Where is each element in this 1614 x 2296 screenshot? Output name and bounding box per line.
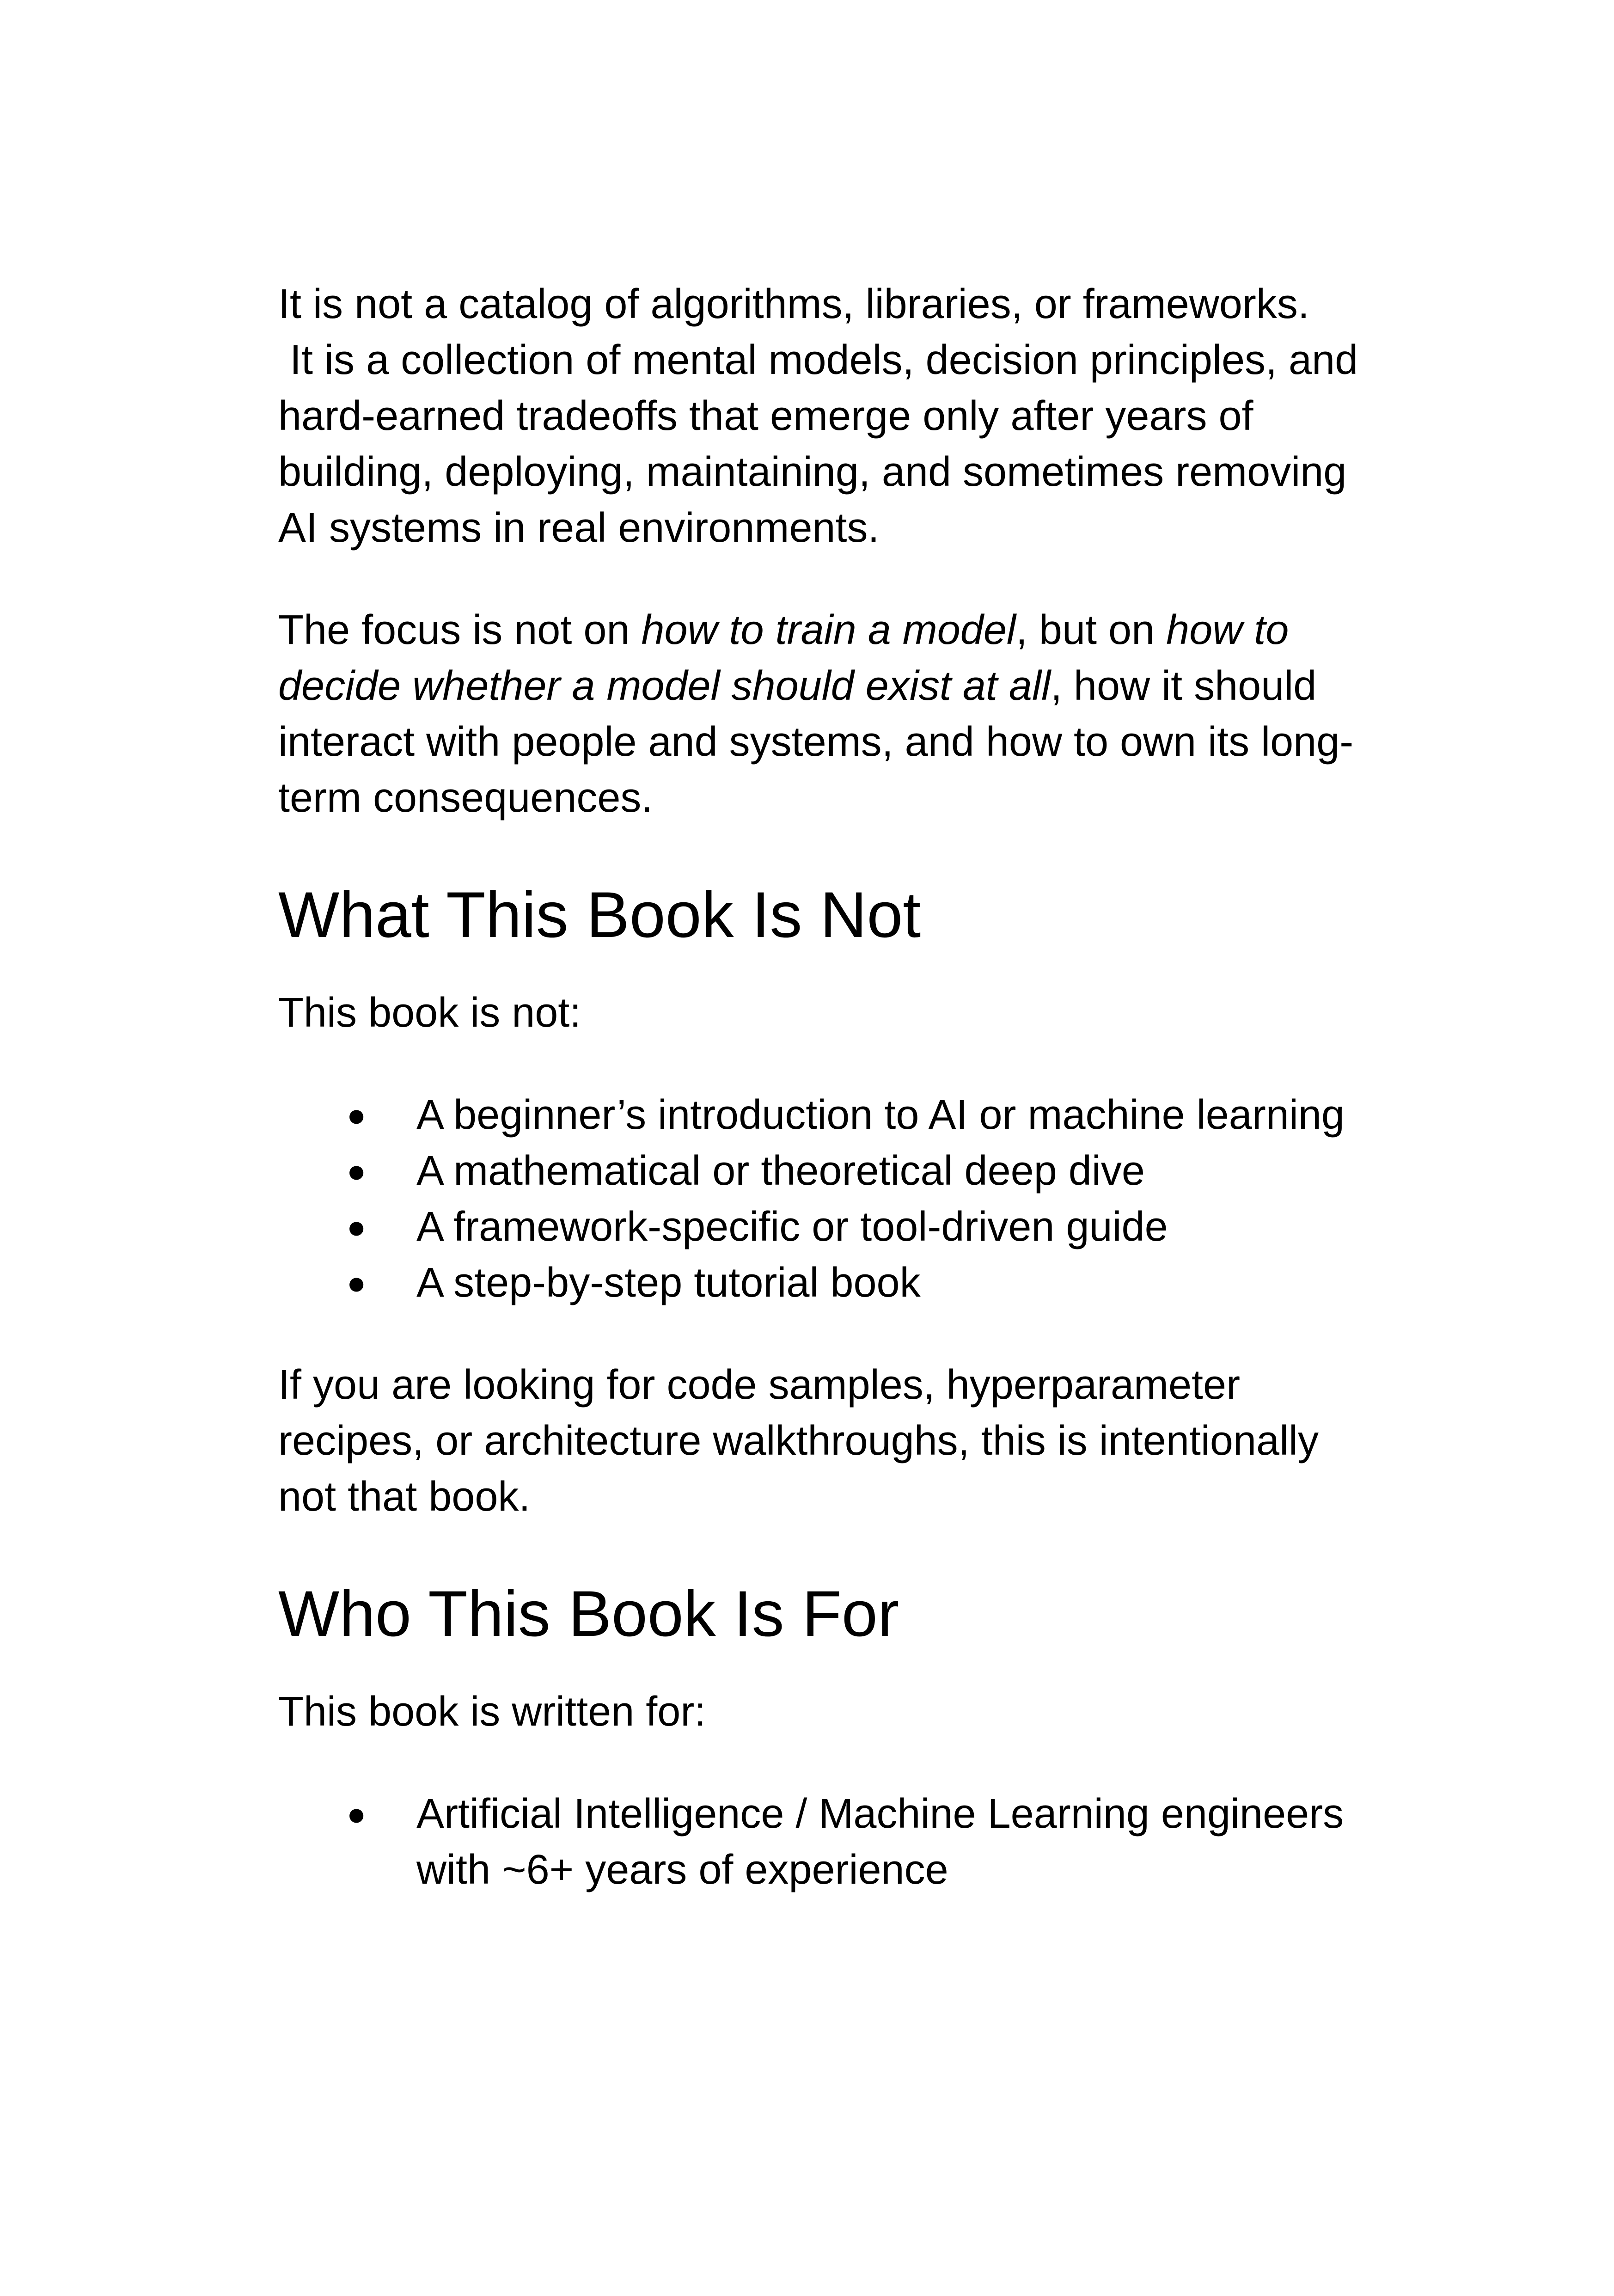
intro-paragraph-1-line-1: It is not a catalog of algorithms, libraries, or frameworks. bbox=[278, 281, 1309, 327]
list-item bbox=[278, 1087, 1388, 1143]
list-item-text: A mathematical or theoretical deep dive bbox=[416, 1148, 1145, 1194]
list-item-text: A step-by-step tutorial book bbox=[416, 1260, 921, 1306]
not-closing-paragraph: If you are looking for code samples, hyperparameter recipes, or architecture walkthroughs, this is intentionally not that book. bbox=[278, 1362, 1319, 1520]
intro-paragraph-1 bbox=[278, 276, 1360, 556]
heading-who-this-book-is-for: Who This Book Is For bbox=[278, 1577, 899, 1650]
list-item bbox=[278, 1255, 1388, 1311]
intro-paragraph-2-part-2: , but on bbox=[1015, 607, 1167, 653]
list-item-text: Artificial Intelligence / Machine Learning engineers with ~6+ years of experience bbox=[416, 1791, 1344, 1893]
bullet-icon: ● bbox=[347, 1796, 367, 1832]
list-item-text: A framework-specific or tool-driven guide bbox=[416, 1204, 1168, 1250]
page-content bbox=[278, 276, 1360, 1898]
intro-paragraph-2-emphasis-1: how to train a model bbox=[641, 607, 1016, 653]
bullet-icon: ● bbox=[347, 1265, 367, 1301]
bullet-icon: ● bbox=[347, 1153, 367, 1189]
not-list bbox=[278, 1087, 1388, 1311]
list-item-text: A beginner’s introduction to AI or machine learning bbox=[416, 1092, 1345, 1138]
list-item bbox=[278, 1786, 1388, 1898]
intro-paragraph-1-rest: It is a collection of mental models, decision principles, and hard-earned tradeoffs that emerge only after years of building, deploying, maintaining, and sometimes removing AI systems in real environments. bbox=[278, 337, 1358, 551]
intro-paragraph-2-emphasis-2: how to decide whether a model should exist at all bbox=[278, 607, 1289, 709]
not-lead: This book is not: bbox=[278, 990, 581, 1036]
bullet-icon: ● bbox=[347, 1097, 367, 1133]
intro-paragraph-2-part-1: The focus is not on bbox=[278, 607, 642, 653]
intro-paragraph-2 bbox=[278, 602, 1360, 826]
for-lead: This book is written for: bbox=[278, 1689, 706, 1735]
bullet-icon: ● bbox=[347, 1209, 367, 1245]
heading-what-this-book-is-not: What This Book Is Not bbox=[278, 878, 921, 951]
list-item bbox=[278, 1199, 1388, 1255]
list-item bbox=[278, 1143, 1388, 1199]
for-list bbox=[278, 1786, 1388, 1898]
intro-paragraph-2-part-3: , how it should interact with people and systems, and how to own its long-term consequences. bbox=[278, 663, 1354, 821]
